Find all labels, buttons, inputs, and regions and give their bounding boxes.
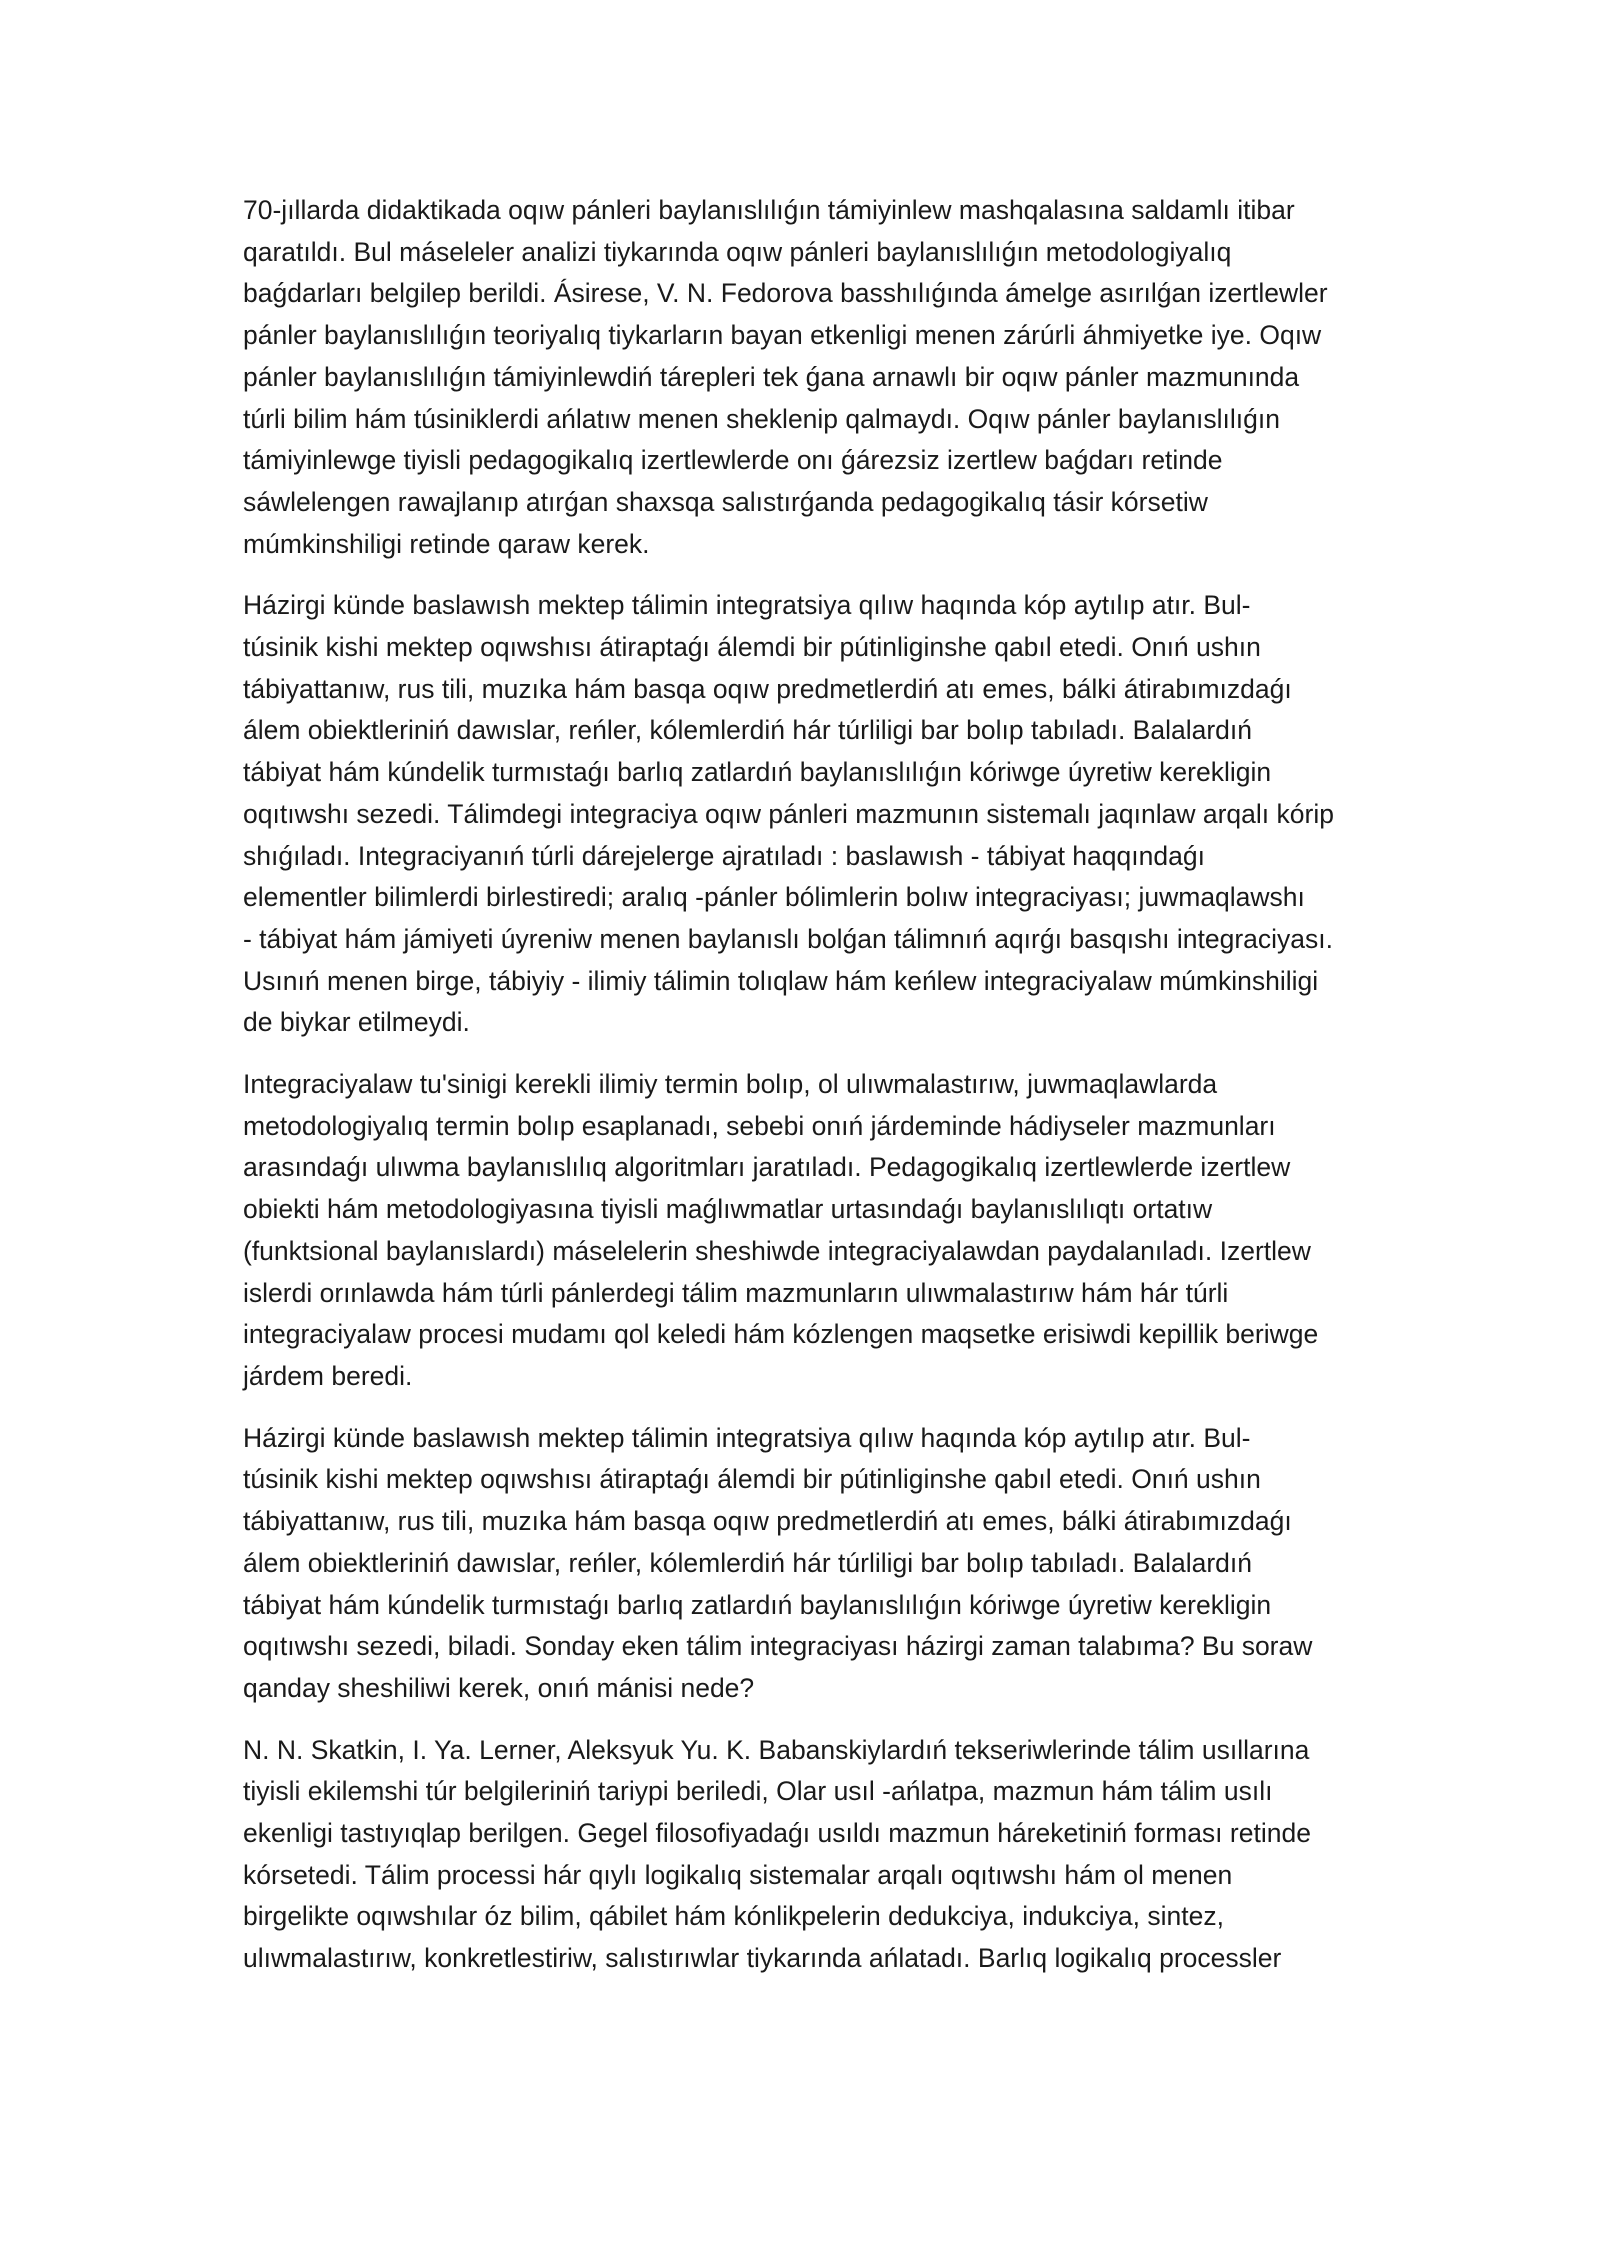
text-line: múmkinshiligi retinde qaraw kerek. — [243, 528, 650, 559]
paragraph-2 — [243, 585, 1373, 1044]
text-line: (funktsional baylanıslardı) máselelerin sheshiwde integraciyalawdan paydalanıladı. Izertlew — [243, 1235, 1311, 1266]
text-line: tábiyat hám kúndelik turmıstaǵı barlıq zatlardıń baylanıslılıǵın kóriwge úyretiw kerekligin — [243, 757, 1272, 788]
text-line: Házirgi künde baslawısh mektep tálimin integratsiya qılıw haqında kóp aytılıp atır. Bul- — [243, 590, 1251, 621]
text-line: arasındaǵı ulıwma baylanıslılıq algoritmları jaratıladı. Pedagogikalıq izertlewlerde izertlew — [243, 1152, 1291, 1183]
text-line: túsinik kishi mektep oqıwshısı átiraptaǵı álemdi bir pútinliginshe qabıl etedi. Onıń ushın — [243, 1464, 1261, 1495]
text-line: shıǵıladı. Integraciyanıń túrli dárejelerge ajratıladı : baslawısh - tábiyat haqqındaǵı — [243, 840, 1205, 871]
text-line: elementler bilimlerdi birlestiredi; aralıq -pánler bólimlerin bolıw integraciyası; juwmaqlawshı — [243, 882, 1305, 913]
text-line: oqıtıwshı sezedi. Tálimdegi integraciya oqıw pánleri mazmunın sistemalı jaqınlaw arqalı kórip — [243, 798, 1334, 829]
text-line: ulıwmalastırıw, konkretlestiriw, salıstırıwlar tiykarında ańlatadı. Barlıq logikalıq processler — [243, 1943, 1282, 1974]
text-line: birgelikte oqıwshılar óz bilim, qábilet hám kónlikpelerin dedukciya, indukciya, sintez, — [243, 1901, 1224, 1932]
text-line: - tábiyat hám jámiyeti úyreniw menen baylanıslı bolǵan tálimnıń aqırǵı basqıshı integraciyası. — [243, 923, 1333, 954]
text-line: de biykar etilmeydi. — [243, 1007, 470, 1038]
text-line: sáwlelengen rawajlanıp atırǵan shaxsqa salıstırǵanda pedagogikalıq tásir kórsetiw — [243, 486, 1208, 517]
text-line: túrli bilim hám túsiniklerdi ańlatıw menen sheklenip qalmaydı. Oqıw pánler baylanıslılıǵın — [243, 403, 1280, 434]
text-line: tábiyattanıw, rus tili, muzıka hám basqa oqıw predmetlerdiń atı emes, bálki átirabımızdaǵı — [243, 673, 1292, 704]
text-line: baǵdarları belgilep berildi. Ásirese, V. N. Fedorova basshılıǵında ámelge asırılǵan izertlewler — [243, 278, 1328, 309]
paragraph-3 — [243, 1064, 1373, 1398]
text-line: pánler baylanıslılıǵın támiyinlewdiń tárepleri tek ǵana arnawlı bir oqıw pánler mazmunında — [243, 361, 1300, 392]
text-line: járdem beredi. — [243, 1360, 413, 1391]
text-line: tábiyat hám kúndelik turmıstaǵı barlıq zatlardıń baylanıslılıǵın kóriwge úyretiw kerekligin — [243, 1589, 1272, 1620]
text-line: qanday sheshiliwi kerek, onıń mánisi nede? — [243, 1672, 755, 1703]
text-line: tábiyattanıw, rus tili, muzıka hám basqa oqıw predmetlerdiń atı emes, bálki átirabımızdaǵı — [243, 1506, 1292, 1537]
text-line: qaratıldı. Bul máseleler analizi tiykarında oqıw pánleri baylanıslılıǵın metodologiyalıq — [243, 236, 1232, 267]
text-line: N. N. Skatkin, I. Ya. Lerner, Aleksyuk Yu. K. Babanskiylardıń tekseriwlerinde tálim usıllarına — [243, 1734, 1310, 1765]
paragraph-1 — [243, 190, 1373, 565]
text-line: álem obiektleriniń dawıslar, reńler, kólemlerdiń hár túrliligi bar bolıp tabıladı. Balalardıń — [243, 715, 1252, 746]
text-line: tiyisli ekilemshi túr belgileriniń tariypi beriledi, Olar usıl -ańlatpa, mazmun hám tálim usılı — [243, 1776, 1273, 1807]
text-line: Integraciyalaw tu'sinigi kerekli ilimiy termin bolıp, ol ulıwmalastırıw, juwmaqlawlarda — [243, 1069, 1218, 1100]
text-line: Házirgi künde baslawısh mektep tálimin integratsiya qılıw haqında kóp aytılıp atır. Bul- — [243, 1422, 1251, 1453]
paragraph-5 — [243, 1730, 1373, 1980]
text-line: 70-jıllarda didaktikada oqıw pánleri baylanıslılıǵın támiyinlew mashqalasına saldamlı itibar — [243, 195, 1295, 225]
text-line: ekenligi tastıyıqlap berilgen. Gegel filosofiyadaǵı usıldı mazmun háreketiniń forması retinde — [243, 1818, 1311, 1849]
text-line: támiyinlewge tiyisli pedagogikalıq izertlewlerde onı ǵárezsiz izertlew baǵdarı retinde — [243, 445, 1223, 476]
text-line: álem obiektleriniń dawıslar, reńler, kólemlerdiń hár túrliligi bar bolıp tabıladı. Balalardıń — [243, 1547, 1252, 1578]
text-line: pánler baylanıslılıǵın teoriyalıq tiykarların bayan etkenligi menen zárúrli áhmiyetke iye. Oqıw — [243, 320, 1322, 351]
text-line: Usınıń menen birge, tábiyiy - ilimiy tálimin tolıqlaw hám keńlew integraciyalaw múmkinshiligi — [243, 965, 1319, 996]
text-line: obiekti hám metodologiyasına tiyisli maǵlıwmatlar urtasındaǵı baylanıslılıqtı ortatıw — [243, 1194, 1213, 1225]
paragraph-4 — [243, 1418, 1373, 1710]
text-line: kórsetedi. Tálim processi hár qıylı logikalıq sistemalar arqalı oqıtıwshı hám ol menen — [243, 1859, 1233, 1890]
text-line: túsinik kishi mektep oqıwshısı átiraptaǵı álemdi bir pútinliginshe qabıl etedi. Onıń ushın — [243, 632, 1261, 663]
text-line: islerdi orınlawda hám túrli pánlerdegi tálim mazmunların ulıwmalastırıw hám hár túrli — [243, 1277, 1229, 1308]
document-body — [243, 190, 1373, 2000]
text-line: oqıtıwshı sezedi, biladi. Sonday eken tálim integraciyası házirgi zaman talabıma? Bu soraw — [243, 1631, 1313, 1662]
text-line: integraciyalaw procesi mudamı qol keledi hám kózlengen maqsetke erisiwdi kepillik beriwge — [243, 1319, 1319, 1350]
text-line: metodologiyalıq termin bolıp esaplanadı, sebebi onıń járdeminde hádiyseler mazmunları — [243, 1110, 1276, 1141]
